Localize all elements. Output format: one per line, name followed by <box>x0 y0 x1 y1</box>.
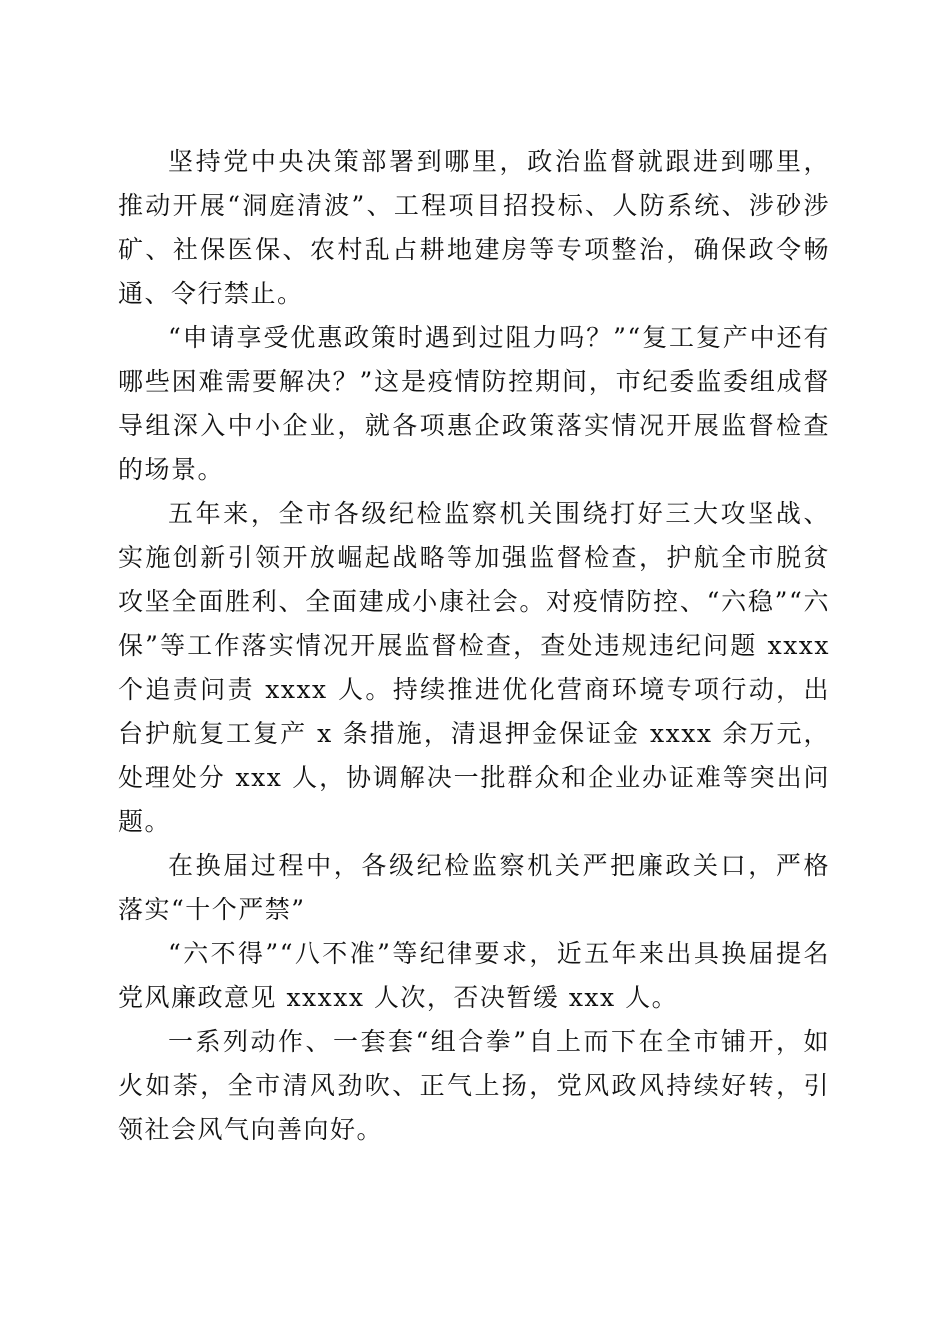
paragraph-enterprise-inspection: “申请享受优惠政策时遇到过阻力吗？”“复工复产中还有哪些困难需要解决？”这是疫情防控期间，市纪委监委组成督导组深入中小企业，就各项惠企政策落实情况开展监督检查的场景。 <box>118 323 830 484</box>
paragraph-five-years-review: 五年来，全市各级纪检监察机关围绕打好三大攻坚战、实施创新引领开放崛起战略等加强监督检查，护航全市脱贫攻坚全面胜利、全面建成小康社会。对疫情防控、“六稳”“六保”等工作落实情况开展监督检查，查处违规违纪问题 xxxx 个追责问责 xxxx 人。持续推进优化营商环境专项行动，出台护航复工复产 x 条措施，清退押金保证金 xxxx 余万元，处理处分 xxx 人，协调解决一批群众和企业办证难等突出问题。 <box>118 499 830 836</box>
paragraph-discipline-requirements: “六不得”“八不准”等纪律要求，近五年来出具换届提名党风廉政意见 xxxxx 人次，否决暂缓 xxx 人。 <box>118 939 830 1012</box>
document-body <box>118 140 830 1152</box>
paragraph-political-supervision: 坚持党中央决策部署到哪里，政治监督就跟进到哪里，推动开展“洞庭清波”、工程项目招投标、人防系统、涉砂涉矿、社保医保、农村乱占耕地建房等专项整治，确保政令畅通、令行禁止。 <box>118 147 830 308</box>
paragraph-conclusion: 一系列动作、一套套“组合拳”自上而下在全市铺开，如火如荼，全市清风劲吹、正气上扬，党风政风持续好转，引领社会风气向善向好。 <box>118 1027 830 1144</box>
paragraph-election-discipline: 在换届过程中，各级纪检监察机关严把廉政关口，严格落实“十个严禁” <box>118 851 830 924</box>
